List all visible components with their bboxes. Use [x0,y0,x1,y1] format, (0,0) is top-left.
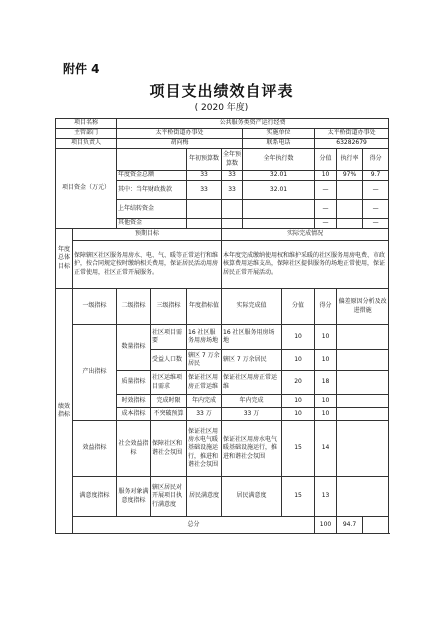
indicators-label: 绩效指标 [56,289,73,534]
total-score: 100 [315,517,337,534]
target-cell: 居民满意度 [187,477,222,517]
funds-row-label: 上年结转资金 [117,200,187,219]
evaluation-table [55,118,389,534]
actual-value-header: 实际完成值 [222,289,282,325]
l3-cell: 社区运维项目需求 [151,371,187,395]
actual-cell: 保证社区用房水电气暖基础设施运行，推进和谐社会氛围 [222,421,282,477]
reason-cell [337,371,389,395]
indicator-header-row [56,289,389,325]
leader-value: 胡向梅 [117,139,243,149]
funds-header-row [56,149,389,171]
budget-start-header: 年初预算数 [187,149,222,171]
funds-cell: — [363,200,389,219]
reason-cell [337,421,389,477]
total-reason-cell [363,517,389,534]
funds-cell: 33 [187,171,222,181]
l3-header: 三级指标 [151,289,187,325]
gain-cell: 10 [315,408,337,421]
funds-cell [243,219,315,229]
funds-cell: — [315,181,337,200]
score-cell: 10 [282,325,315,350]
target-cell: 保证社区用房正常运维 [187,371,222,395]
project-name-label: 项目名称 [56,119,117,129]
funds-cell: 32.01 [243,171,315,181]
impl-label: 实施单位 [243,129,315,139]
total-row [56,517,389,534]
benefit-indicator-label: 效益指标 [73,421,117,477]
funds-cell: — [315,200,337,219]
actual-cell: 辖区 7 万余居民 [222,350,282,371]
funds-cell [337,181,363,200]
score-cell: 15 [282,421,315,477]
funds-row-label: 年度资金总额 [117,171,187,181]
funds-label: 项目资金（万元） [56,149,117,229]
funds-cell: 32.01 [243,181,315,200]
expected-goal-text: 保障辖区社区服务用房水、电、气、暖等正常运行和维护，按合同规定按时缴纳相关费用，保证居民活动用房正常使用，社区正常开展服务。 [73,241,222,289]
funds-cell: — [363,181,389,200]
info-row-dept [56,129,389,139]
gain-cell: 14 [315,421,337,477]
reason-cell [337,350,389,371]
quality-indicator-label: 质量指标 [117,371,151,395]
gain-cell: 10 [315,325,337,350]
social-indicator-label: 社会效益指标 [117,421,151,477]
output-indicator-label: 产出指标 [73,325,117,421]
reason-header: 偏差原因分析及改进措施 [337,289,389,325]
l1-header: 一级指标 [73,289,117,325]
cost-indicator-label: 成本指标 [117,408,151,421]
expected-header: 预期目标 [73,229,222,241]
funds-cell: — [315,219,337,229]
gain-cell: 10 [315,395,337,408]
indicator-row [56,477,389,517]
qty-indicator-label: 数量指标 [117,325,151,371]
year-label: ( 2020 年度) [194,103,249,113]
leader-label: 项目负责人 [56,139,117,149]
phone-value: 63282679 [315,139,389,149]
attachment-label: 附件 4 [63,62,100,76]
impl-value: 太平桥街道办事处 [315,129,389,139]
gain-cell: 10 [315,350,337,371]
target-cell: 保证社区用房水电气暖基础设施运行，推进和谐社会氛围 [187,421,222,477]
funds-cell [187,200,222,219]
time-indicator-label: 时效指标 [117,395,151,408]
total-label: 总分 [73,517,315,534]
funds-spacer [117,149,187,171]
actual-cell: 保证社区用房正常运维 [222,371,282,395]
reason-cell [337,325,389,350]
reason-cell [337,408,389,421]
funds-cell: 33 [187,181,222,200]
funds-row-label: 其中：当年财政拨款 [117,181,187,200]
actual-cell: 16 社区服务用房场地 [222,325,282,350]
target-header: 年度指标值 [187,289,222,325]
reason-cell [337,477,389,517]
goals-label: 年度总体目标 [56,229,73,289]
score-cell: 10 [282,350,315,371]
funds-cell: 97% [337,171,363,181]
gain-cell: 13 [315,477,337,517]
l2-header: 二级指标 [117,289,151,325]
phone-label: 联系电话 [243,139,315,149]
score-cell: 10 [282,395,315,408]
funds-cell [187,219,222,229]
l3-cell: 辖区居民对开展项目执行满意度 [151,477,187,517]
actual-cell: 年内完成 [222,395,282,408]
gain-header: 得分 [363,149,389,171]
score-cell: 10 [282,408,315,421]
goals-content-row [56,241,389,289]
target-cell: 33 万 [187,408,222,421]
funds-cell [222,219,243,229]
dept-value: 太平桥街道办事处 [117,129,243,139]
funds-cell: — [363,219,389,229]
reason-cell [337,395,389,408]
funds-cell [243,200,315,219]
info-row-project [56,119,389,129]
funds-cell [337,219,363,229]
actual-cell: 居民满意度 [222,477,282,517]
actual-header: 实际完成情况 [222,229,389,241]
score-cell: 20 [282,371,315,395]
actual-cell: 33 万 [222,408,282,421]
budget-year-header: 全年预算数 [222,149,243,171]
ind-score-header: 分值 [282,289,315,325]
ind-gain-header: 得分 [315,289,337,325]
funds-cell [337,200,363,219]
funds-cell: 33 [222,181,243,200]
exec-year-header: 全年执行数 [243,149,315,171]
service-indicator-label: 服务对象满意度指标 [117,477,151,517]
goals-header-row [56,229,389,241]
score-header: 分值 [315,149,337,171]
rate-header: 执行率 [337,149,363,171]
target-cell: 辖区 7 万余居民 [187,350,222,371]
total-gain: 94.7 [337,517,363,534]
satisfaction-indicator-label: 满意度指标 [73,477,117,517]
page-title: 项目支出绩效自评表 [149,82,294,100]
l3-cell: 社区项目需要 [151,325,187,350]
dept-label: 主管部门 [56,129,117,139]
project-name-value: 公共服务类资产运行经费 [117,119,389,129]
indicator-row [56,421,389,477]
funds-cell: 10 [315,171,337,181]
funds-cell: 33 [222,171,243,181]
gain-cell: 18 [315,371,337,395]
target-cell: 16 社区服务用房场地 [187,325,222,350]
l3-cell: 保障社区和谐社会氛围 [151,421,187,477]
indicator-row [56,325,389,350]
actual-goal-text: 本年度完成缴纳使用权和维护采暖的社区服务用房电费、市政核算费用运维支出，保障社区提供服务的场地正常使用，保证居民正常开展活动。 [222,241,389,289]
score-cell: 15 [282,477,315,517]
info-row-leader [56,139,389,149]
funds-row-label: 其他资金 [117,219,187,229]
funds-cell: 9.7 [363,171,389,181]
l3-cell: 完成时限 [151,395,187,408]
l3-cell: 受益人口数 [151,350,187,371]
funds-cell [222,200,243,219]
l3-cell: 不突破预算 [151,408,187,421]
target-cell: 年内完成 [187,395,222,408]
